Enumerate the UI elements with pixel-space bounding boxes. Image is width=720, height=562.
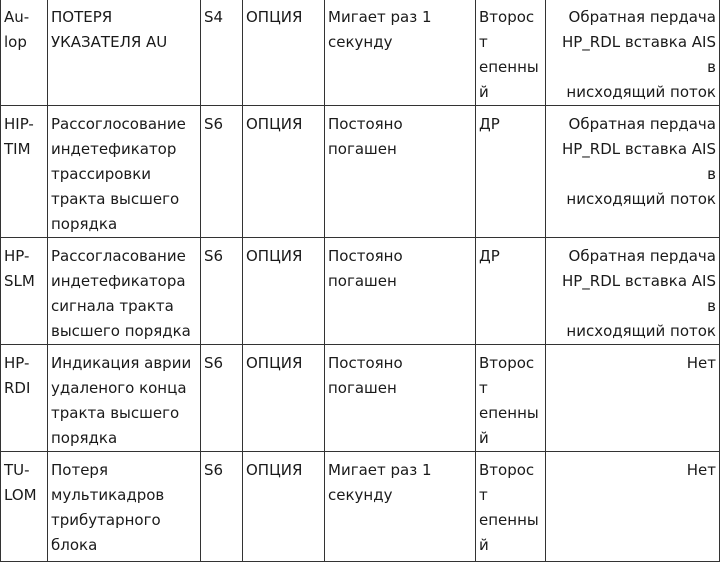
option: ОПЦИЯ bbox=[246, 115, 303, 133]
alarm-type-cell bbox=[476, 238, 546, 345]
option-cell bbox=[243, 452, 325, 562]
option-cell bbox=[243, 0, 325, 106]
table-row bbox=[1, 106, 720, 238]
severity-cell bbox=[201, 238, 243, 345]
indicator-cell bbox=[325, 452, 476, 562]
severity: S6 bbox=[204, 354, 224, 372]
alarm-type: Второст епенны й bbox=[479, 461, 539, 554]
alarm-name: Индикация аврии удаленого конца тракта высшего порядка bbox=[51, 354, 192, 447]
severity: S6 bbox=[204, 461, 224, 479]
action: Обратная пердача HP_RDL вставка AIS в нисходящий поток bbox=[561, 247, 716, 340]
severity: S6 bbox=[204, 247, 224, 265]
alarm-type: ДР bbox=[479, 115, 500, 133]
alarm-type: Второст епенны й bbox=[479, 8, 539, 101]
alarm-name-cell bbox=[48, 452, 201, 562]
alarm-name: ПОТЕРЯ УКАЗАТЕЛЯ AU bbox=[51, 8, 168, 51]
action: Нет bbox=[686, 354, 716, 372]
option-cell bbox=[243, 238, 325, 345]
severity-cell bbox=[201, 452, 243, 562]
alarm-code: Au- lop bbox=[4, 8, 30, 51]
severity-cell bbox=[201, 0, 243, 106]
alarm-code: HP- SLM bbox=[4, 247, 35, 290]
alarm-name-cell bbox=[48, 345, 201, 452]
alarm-code-cell bbox=[1, 238, 48, 345]
option-cell bbox=[243, 106, 325, 238]
alarm-code: TU- LOM bbox=[4, 461, 37, 504]
indicator: Постояно погашен bbox=[328, 354, 403, 397]
action-cell bbox=[546, 238, 720, 345]
alarm-name: Рассоглосование индетефикатор трассировки тракта высшего порядка bbox=[51, 115, 186, 233]
indicator-cell bbox=[325, 0, 476, 106]
table-row bbox=[1, 238, 720, 345]
action: Нет bbox=[686, 461, 716, 479]
option: ОПЦИЯ bbox=[246, 8, 303, 26]
severity-cell bbox=[201, 106, 243, 238]
alarm-name-cell bbox=[48, 0, 201, 106]
alarm-code: HP- RDI bbox=[4, 354, 31, 397]
indicator: Постояно погашен bbox=[328, 115, 403, 158]
alarm-type-cell bbox=[476, 345, 546, 452]
alarm-type-cell bbox=[476, 452, 546, 562]
severity: S4 bbox=[204, 8, 224, 26]
alarm-code-cell bbox=[1, 345, 48, 452]
alarm-name-cell bbox=[48, 238, 201, 345]
action-cell bbox=[546, 452, 720, 562]
option: ОПЦИЯ bbox=[246, 461, 303, 479]
indicator-cell bbox=[325, 345, 476, 452]
alarm-code-cell bbox=[1, 106, 48, 238]
indicator-cell bbox=[325, 238, 476, 345]
action-cell bbox=[546, 0, 720, 106]
severity-cell bbox=[201, 345, 243, 452]
alarm-code-cell bbox=[1, 0, 48, 106]
alarm-type-cell bbox=[476, 106, 546, 238]
alarm-name: Рассогласование индетефикатора сигнала тракта высшего порядка bbox=[51, 247, 191, 340]
severity: S6 bbox=[204, 115, 224, 133]
alarm-type: Второст епенны й bbox=[479, 354, 539, 447]
alarm-name: Потеря мультикадров трибутарного блока bbox=[51, 461, 165, 554]
alarm-code: HIP- TIM bbox=[4, 115, 34, 158]
indicator-cell bbox=[325, 106, 476, 238]
alarm-code-cell bbox=[1, 452, 48, 562]
option: ОПЦИЯ bbox=[246, 247, 303, 265]
action: Обратная пердача HP_RDL вставка AIS в нисходящий поток bbox=[561, 8, 716, 101]
indicator: Мигает раз 1 секунду bbox=[328, 8, 432, 51]
table-row bbox=[1, 0, 720, 106]
indicator: Мигает раз 1 секунду bbox=[328, 461, 432, 504]
option: ОПЦИЯ bbox=[246, 354, 303, 372]
alarm-type-cell bbox=[476, 0, 546, 106]
alarm-type: ДР bbox=[479, 247, 500, 265]
table-row bbox=[1, 452, 720, 562]
alarm-name-cell bbox=[48, 106, 201, 238]
action-cell bbox=[546, 345, 720, 452]
table-row bbox=[1, 345, 720, 452]
option-cell bbox=[243, 345, 325, 452]
action: Обратная пердача HP_RDL вставка AIS в нисходящий поток bbox=[561, 115, 716, 208]
indicator: Постояно погашен bbox=[328, 247, 403, 290]
action-cell bbox=[546, 106, 720, 238]
